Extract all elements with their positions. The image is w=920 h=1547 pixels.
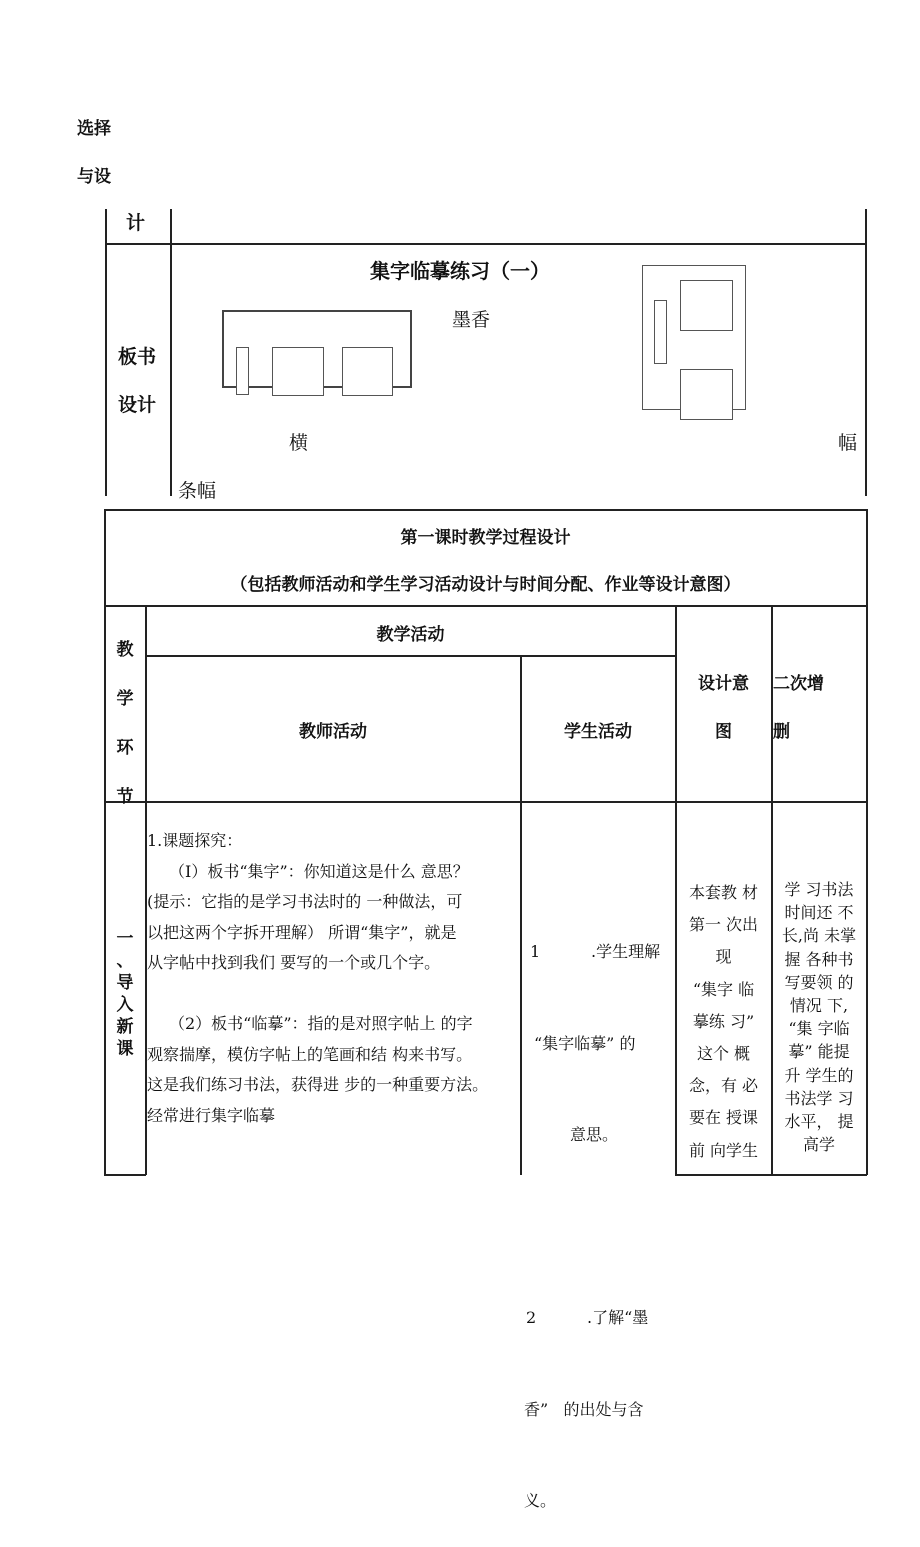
intent-line: 第一 次出: [688, 915, 759, 935]
revise-line: 写要领 的: [784, 972, 854, 992]
col-stage-header: [105, 626, 145, 822]
board-label-line2: 设计: [118, 394, 157, 416]
stage1-char: 导: [116, 973, 134, 993]
teacher-line: (提示：它指的是学习书法时的 一种做法，可: [147, 892, 463, 911]
upper-hline: [105, 243, 866, 245]
horizontal-scroll-seal: [236, 347, 249, 395]
horizontal-scroll-char2: [342, 347, 393, 396]
proc-bottom-intent: [675, 1174, 772, 1176]
teacher-line: 以把这两个字拆开理解） 所谓“集字”，就是: [147, 922, 457, 942]
teacher-line: [147, 979, 519, 1010]
col-activity-header: 教学活动: [376, 625, 445, 645]
board-fu: 幅: [838, 432, 858, 454]
section-label-line2: 与设: [77, 167, 111, 187]
proc-top: [104, 509, 867, 511]
intent-line: 摹练 习”: [692, 1011, 755, 1031]
col-intent-header-line2: 图: [715, 722, 732, 742]
intent-line: “集字 临: [692, 979, 755, 999]
student-line: 意思。: [570, 1125, 619, 1144]
col-teacher-header: 教师活动: [299, 722, 367, 742]
stage1-char: 入: [116, 995, 134, 1015]
intent-line: 要在 授课: [688, 1108, 759, 1128]
revise-line: 摹” 能提: [788, 1042, 850, 1062]
teacher-line: （I）板书“集字”：你知道这是什么 意思？: [169, 861, 469, 881]
col-stage-char: 学: [116, 689, 134, 709]
intent-line: 这个 概: [696, 1044, 751, 1064]
proc-hline-1: [104, 605, 867, 607]
student-line: “集字临摹” 的: [534, 1033, 636, 1053]
vertical-scroll-char1: [680, 280, 733, 331]
teacher-line: 经常进行集字临摹: [147, 1105, 276, 1125]
teacher-line: 从字帖中找到我们 要写的一个或几个字。: [147, 953, 441, 972]
revise-line: 高学: [802, 1135, 835, 1155]
student-line: 义。: [524, 1491, 557, 1510]
upper-divider: [170, 209, 172, 496]
col-stage-char: 环: [116, 738, 134, 758]
proc-right: [866, 509, 868, 1175]
stage1-char: 新: [116, 1017, 134, 1037]
upper-right-border: [865, 209, 867, 496]
student-line: 香” 的出处与含: [524, 1399, 644, 1419]
stage1-char: 、: [116, 951, 134, 971]
horizontal-scroll-char1: [272, 347, 324, 396]
revise-line: 水平， 提: [784, 1112, 854, 1132]
stage1-char: 课: [116, 1039, 134, 1059]
process-title: 第一课时教学过程设计: [400, 528, 571, 548]
proc-hline-2: [145, 655, 675, 657]
revise-line: 握 各种书: [784, 949, 854, 969]
revise-line: 情况 下,: [789, 996, 849, 1016]
student-line: 1 .学生理解: [530, 942, 661, 961]
stage1-char: 一: [116, 929, 134, 949]
revise-line: 升 学生的: [784, 1065, 854, 1085]
student-activity-text: [524, 876, 672, 1547]
intent-line: 前 向学生: [688, 1140, 759, 1160]
proc-hline-3: [104, 801, 867, 803]
process-subtitle: （包括教师活动和学生学习活动设计与时间分配、作业等设计意图）: [230, 575, 741, 595]
proc-bottom-left: [104, 1174, 146, 1176]
col-stage-char: 节: [116, 787, 134, 807]
teacher-line: 观察揣摩，模仿字帖上的笔画和结 构来书写。: [147, 1044, 473, 1064]
revise-line: 书法学 习: [784, 1088, 854, 1108]
teacher-activity-text: [147, 826, 519, 1131]
upper-left-border: [105, 209, 107, 496]
col-revise-header-line2: 删: [773, 722, 790, 742]
student-line: 2 .了解“墨: [526, 1308, 649, 1327]
board-moxiang: 墨香: [452, 309, 491, 331]
teacher-line: 1.课题探究：: [147, 831, 243, 850]
col-stage-char: 教: [116, 640, 134, 660]
revise-line: “集 字临: [788, 1019, 850, 1039]
board-label-line1: 板书: [118, 346, 157, 368]
stage1-label: [105, 928, 145, 1060]
revise-line: 时间还 不: [784, 903, 854, 923]
vertical-scroll-char2: [680, 369, 733, 420]
section-label-line3: 计: [126, 212, 146, 234]
col-student-header: 学生活动: [564, 722, 632, 742]
col-revise-header-line1: 二次增: [773, 674, 824, 694]
teacher-line: 这是我们练习书法，获得进 步的一种重要方法。: [147, 1075, 489, 1094]
design-intent-text: [676, 877, 771, 1167]
col-intent-header-line1: 设计意: [698, 674, 749, 694]
proc-left: [104, 509, 106, 1175]
intent-line: 本套教 材: [688, 883, 759, 902]
revision-text: [772, 878, 866, 1156]
board-tiaofu: 条幅: [178, 480, 217, 502]
board-title: 集字临摹练习（一）: [370, 259, 550, 283]
student-line: [524, 1212, 672, 1243]
intent-line: 现: [715, 947, 732, 967]
section-label-line1: 选择: [77, 119, 111, 139]
proc-bottom-revise: [771, 1174, 867, 1176]
board-heng: 横: [289, 432, 309, 454]
intent-line: 念，有 必: [688, 1076, 759, 1096]
vertical-scroll-seal: [654, 300, 667, 364]
revise-line: 长,尚 未掌: [781, 926, 857, 946]
revise-line: 学 习书法: [784, 880, 854, 899]
teacher-line: （2）板书“临摹”：指的是对照字帖上 的字: [169, 1014, 473, 1033]
